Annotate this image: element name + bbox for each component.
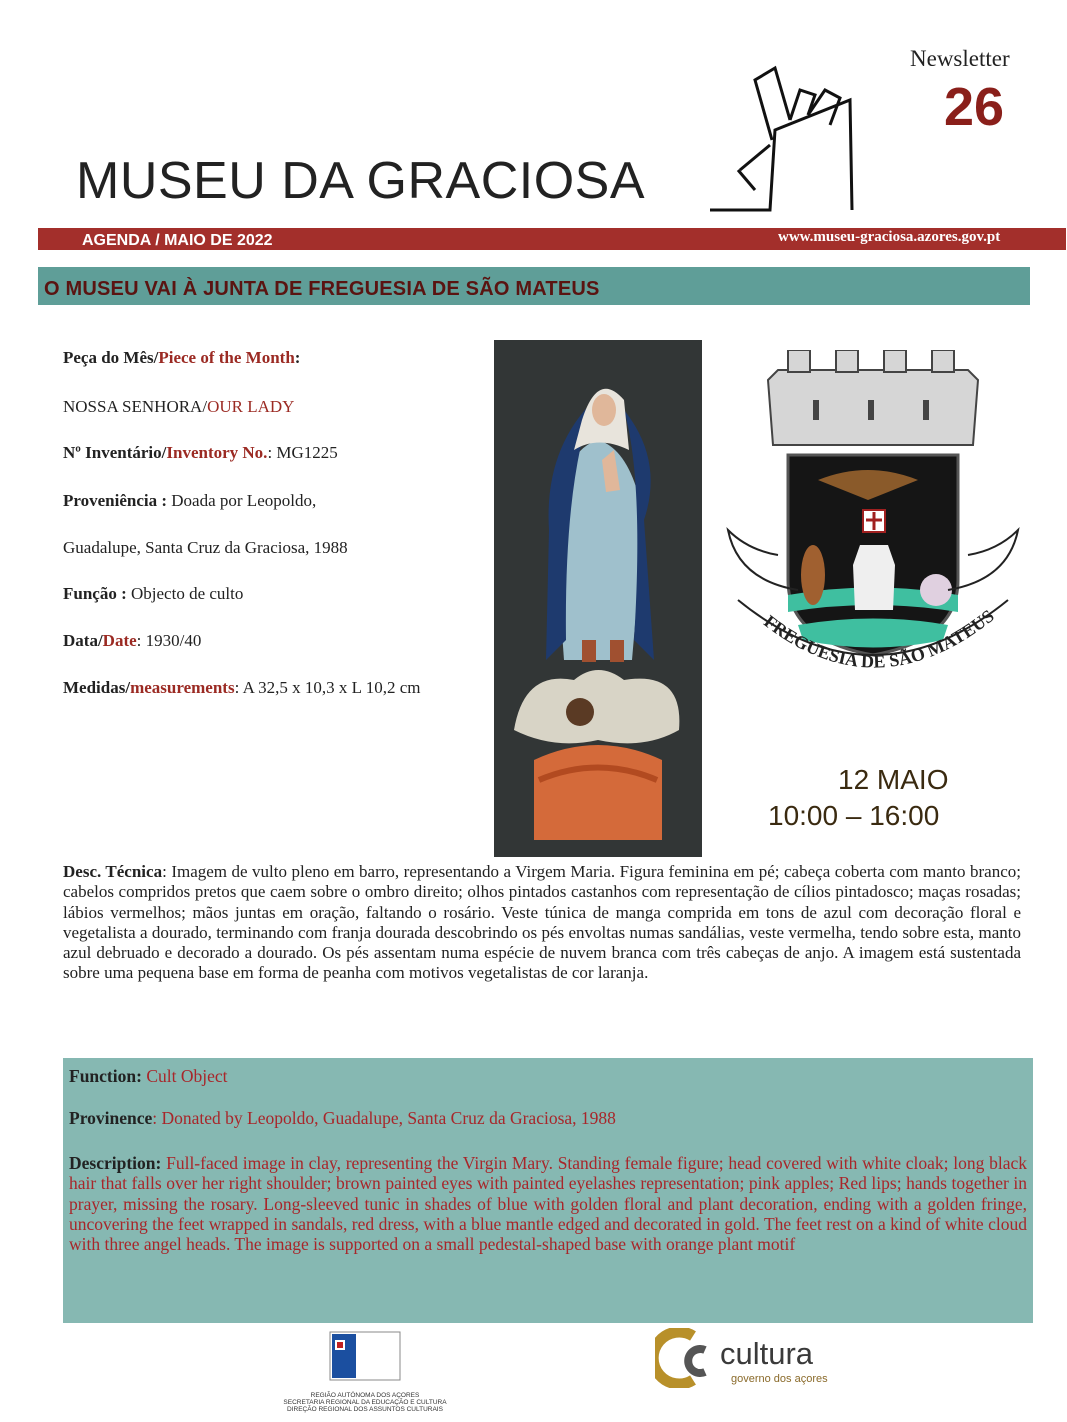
website-link[interactable]: www.museu-graciosa.azores.gov.pt — [778, 229, 1001, 245]
event-time: 10:00 – 16:00 — [768, 800, 940, 831]
coat-of-arms-motto: FREGUESIA DE SÃO MATEUS — [760, 605, 998, 672]
function-en: Function: Cult Object — [69, 1066, 228, 1086]
provenance-en: Provinence: Donated by Leopoldo, Guadalupe, Santa Cruz da Graciosa, 1988 — [69, 1108, 616, 1128]
newsletter-label: Newsletter — [910, 46, 1010, 71]
description-en: Description: Full-faced image in clay, representing the Virgin Mary. Standing female figure; head covered with white cloak; long black hair that falls over her right shoulder; brown painted eyes with painted eyelashes representation; pink apples; Red lips; hands together in prayer, missing the rosary. Long-sleeved tunic in shades of blue with golden floral and plant decoration, ending with a golden fringe, uncovering the feet wrapped in sandals, red dress, with a blue mantle edged and decorated in gold. The feet rest on a kind of white cloud with three angel heads. The image is supported on a small pedestal-shaped base with orange plant motif — [69, 1153, 1027, 1255]
cultura-subtitle: governo dos açores — [731, 1373, 828, 1385]
inventory-number: Nº Inventário/Inventory No.: MG1225 — [63, 443, 338, 462]
provenance-pt: Proveniência : Doada por Leopoldo, — [63, 491, 317, 510]
agenda-date: AGENDA / MAIO DE 2022 — [82, 232, 273, 249]
event-date: 12 MAIO — [838, 764, 949, 795]
event-banner-title: O MUSEU VAI À JUNTA DE FREGUESIA DE SÃO MATEUS — [44, 278, 600, 300]
newsletter-number: 26 — [944, 77, 1005, 137]
description-pt: Desc. Técnica: Imagem de vulto pleno em barro, representando a Virgem Maria. Figura feminina em pé; cabeça coberta com manto branco; cabelos compridos pretos que caem sobre o ombro direito; olhos pintados castanhos com representação de cílios pintadosco; maças rosadas; lábios vermelhos; mãos juntas em oração, faltando o rosário. Veste túnica de manga comprida em tons de azul com decoração floral e vegetalista a dourado, terminando com franja dourada descobrindo os pés envoltas numas sandálias, veste vermelha, tendo sobre esta, manto azul debruado e decorado a dourado. Os pés assentam numa espécie de nuvem branca com três cabeças de anjo. A imagem está sustentada sobre uma pequena base em forma de peanha com motivos vegetalistas de cor laranja. — [63, 862, 1021, 983]
piece-name: NOSSA SENHORA/OUR LADY — [63, 397, 295, 416]
our-lady-statue-photo — [494, 340, 702, 857]
piece-heading: Peça do Mês/Piece of the Month: — [63, 348, 301, 367]
museum-title: MUSEU DA GRACIOSA — [76, 152, 646, 210]
azores-government-text: REGIÃO AUTÓNOMA DOS AÇORES SECRETARIA REGIONAL DA EDUCAÇÃO E CULTURA DIREÇÃO REGIONAL DOS ASSUNTOS CULTURAIS — [283, 1392, 447, 1413]
measurements: Medidas/measurements: A 32,5 x 10,3 x L 10,2 cm — [63, 678, 421, 697]
windmill-logo-icon — [700, 60, 870, 220]
cultura-wordmark: cultura — [720, 1336, 814, 1371]
sao-mateus-coat-of-arms — [718, 350, 1028, 710]
provenance-pt-cont: Guadalupe, Santa Cruz da Graciosa, 1988 — [63, 538, 348, 557]
date-pt: Data/Date: 1930/40 — [63, 631, 202, 650]
function-pt: Função : Objecto de culto — [63, 584, 244, 603]
